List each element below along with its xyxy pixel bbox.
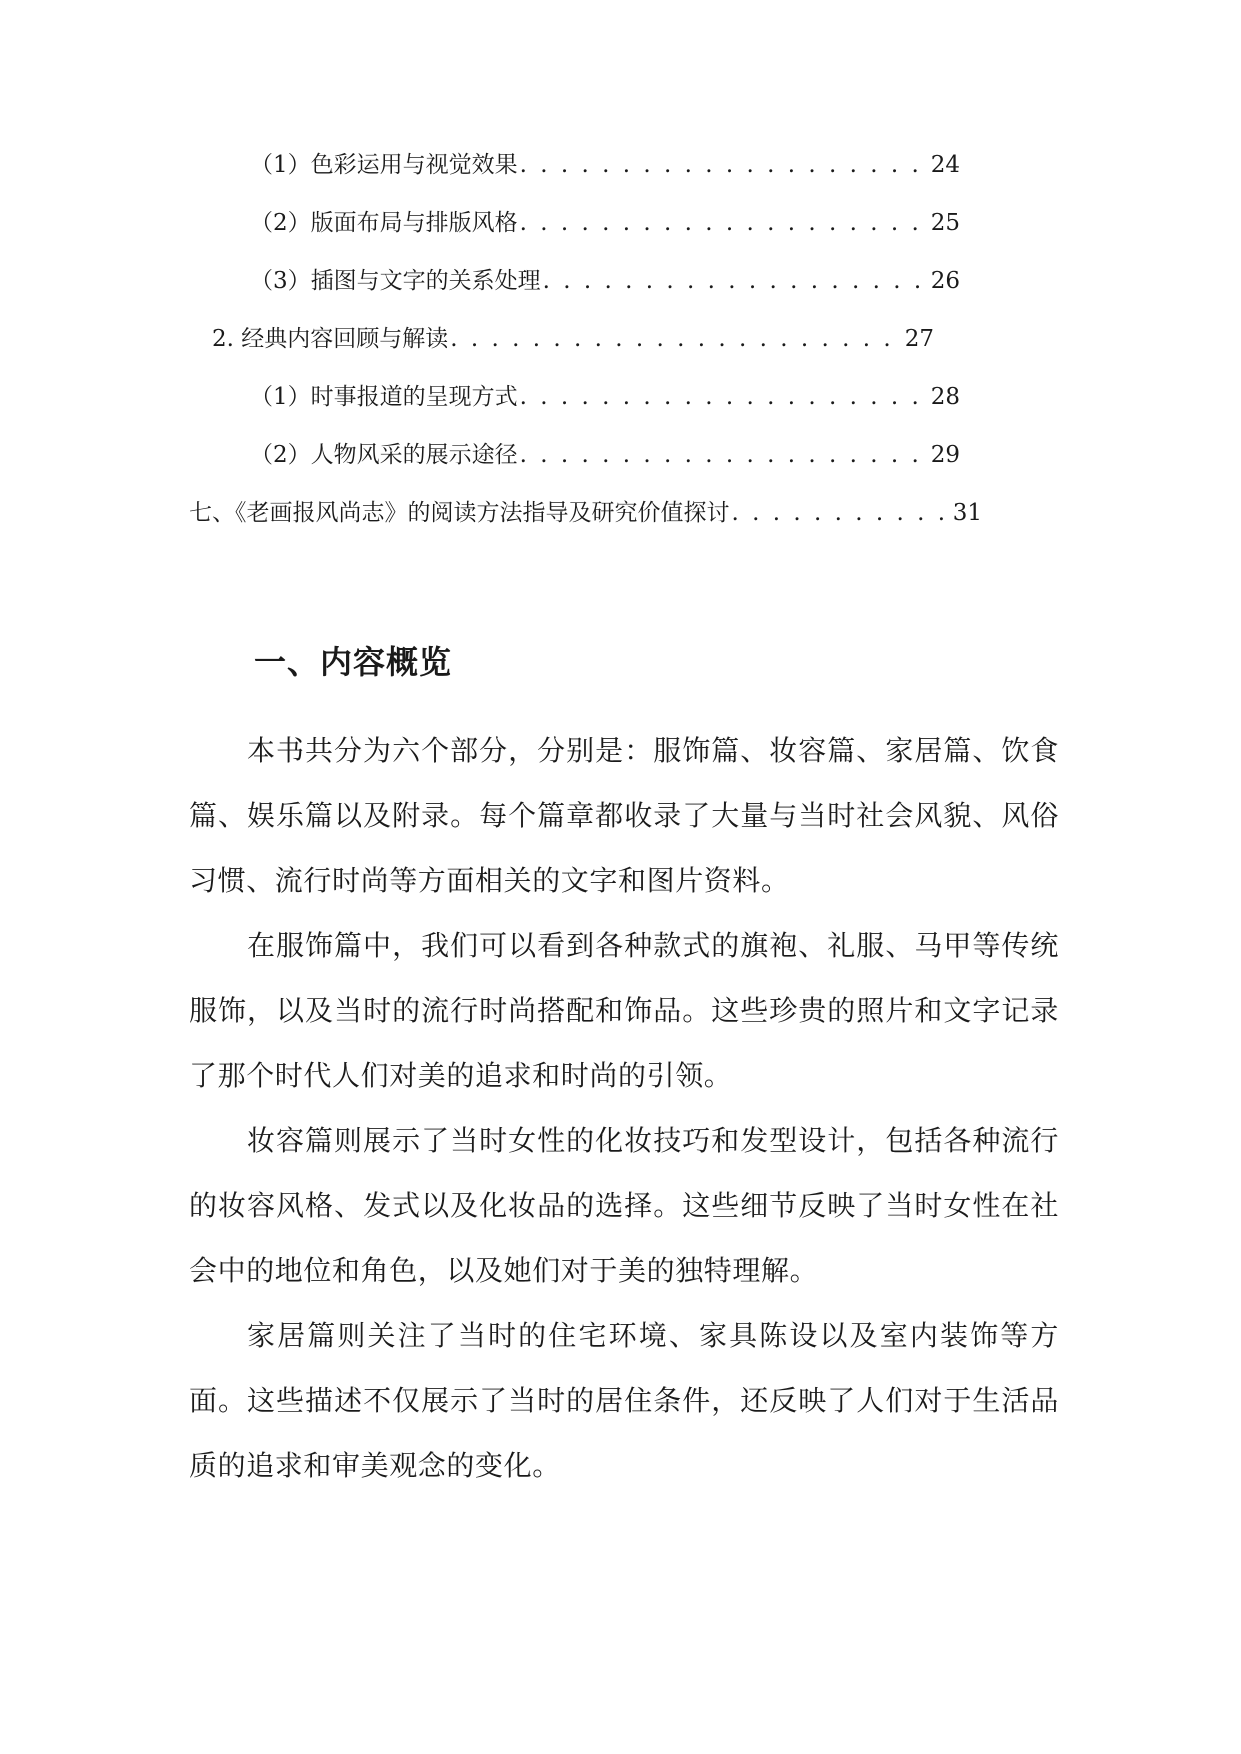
toc-entry-label: 2. 经典内容回顾与解读 — [212, 326, 449, 352]
toc-page-number: 26 — [930, 268, 960, 294]
section-body — [189, 718, 1059, 1498]
toc-entry-label: （1）时事报道的呈现方式 — [250, 384, 518, 410]
paragraph: 妆容篇则展示了当时女性的化妆技巧和发型设计，包括各种流行的妆容风格、发式以及化妆品的选择。这些细节反映了当时女性在社会中的地位和角色，以及她们对于美的独特理解。 — [189, 1124, 1059, 1287]
toc-entry[interactable] — [250, 438, 960, 472]
toc-entry-label: （2）人物风采的展示途径 — [250, 442, 518, 468]
toc-entry-label: （3）插图与文字的关系处理 — [250, 268, 541, 294]
toc-page-number: 28 — [930, 384, 960, 410]
section-heading: 一、内容概览 — [254, 643, 453, 681]
toc-entry-label: （2）版面布局与排版风格 — [250, 210, 518, 236]
toc-entry-label: 七、《老画报风尚志》的阅读方法指导及研究价值探讨 — [189, 500, 730, 526]
toc-dot-leader — [730, 496, 953, 530]
toc-entry[interactable] — [250, 148, 960, 182]
toc-entry[interactable] — [250, 264, 960, 298]
toc-entry[interactable] — [212, 322, 934, 356]
toc-page-number: 24 — [930, 152, 960, 178]
toc-entry[interactable] — [250, 206, 960, 240]
toc-page-number: 31 — [952, 500, 982, 526]
paragraph: 在服饰篇中，我们可以看到各种款式的旗袍、礼服、马甲等传统服饰，以及当时的流行时尚搭配和饰品。这些珍贵的照片和文字记录了那个时代人们对美的追求和时尚的引领。 — [189, 929, 1059, 1092]
toc-entry-label: （1）色彩运用与视觉效果 — [250, 152, 518, 178]
toc-page-number: 27 — [904, 326, 934, 352]
toc-entry[interactable] — [189, 496, 982, 530]
toc-entry[interactable] — [250, 380, 960, 414]
toc-dot-leader — [518, 206, 931, 240]
toc-dot-leader — [518, 148, 931, 182]
toc-dot-leader — [448, 322, 904, 356]
toc-page-number: 25 — [930, 210, 960, 236]
toc-dot-leader — [541, 264, 931, 298]
paragraph: 本书共分为六个部分，分别是：服饰篇、妆容篇、家居篇、饮食篇、娱乐篇以及附录。每个篇章都收录了大量与当时社会风貌、风俗习惯、流行时尚等方面相关的文字和图片资料。 — [189, 734, 1059, 897]
toc-page-number: 29 — [930, 442, 960, 468]
toc-dot-leader — [518, 380, 931, 414]
toc-dot-leader — [518, 438, 931, 472]
paragraph: 家居篇则关注了当时的住宅环境、家具陈设以及室内装饰等方面。这些描述不仅展示了当时的居住条件，还反映了人们对于生活品质的追求和审美观念的变化。 — [189, 1319, 1059, 1482]
